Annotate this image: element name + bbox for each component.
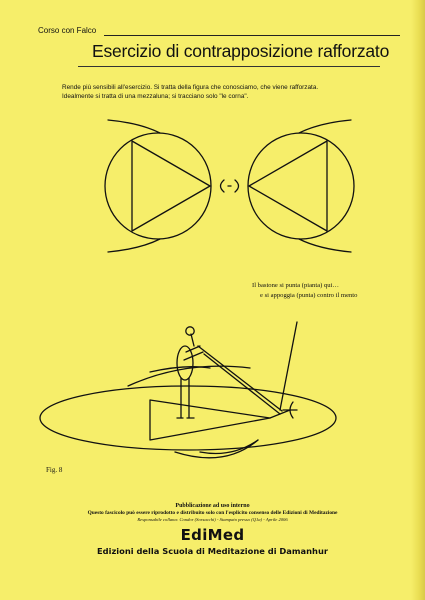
left-upper-horn (108, 120, 160, 133)
right-hook (235, 180, 239, 192)
page-title: Esercizio di contrapposizione rafforzato (92, 41, 390, 61)
person-arm-lower (184, 352, 203, 360)
ground-triangle (150, 400, 270, 440)
publication-notice (0, 503, 425, 522)
left-hook (221, 180, 225, 192)
staff (198, 346, 282, 411)
intro-line-2: Idealmente si tratta di una mezzaluna; si tracciano solo "le corna". (62, 92, 249, 100)
notice-line-3: Responsabile collana: Condor (Sorsacchi) - Stampato presso (Q1a) - Aprile 2006 (137, 517, 288, 522)
person-torso (177, 346, 193, 380)
publisher-logo: EdiMed (180, 526, 245, 544)
intro-line-1: Rende più sensibili all'esercizio. Si tratta della figura che conosciamo, che viene rafforzata. (62, 84, 319, 91)
left-circle (105, 133, 211, 239)
left-crescent-diagram (105, 120, 224, 252)
notice-line-1: Pubblicazione ad uso interno (175, 503, 250, 509)
person-neck (191, 334, 194, 346)
staff-annotation (252, 281, 357, 301)
right-crescent-diagram (235, 120, 354, 252)
notice-line-2: Questo fascicolo può essere riprodotto e distribuito solo con l'esplicito consenso delle Edizioni di Meditazione (87, 510, 338, 516)
left-triangle (132, 141, 210, 231)
right-circle (248, 133, 354, 239)
course-header: Corso con Falco (38, 26, 97, 35)
staff-shadow (204, 354, 280, 414)
annotation-line-2: e si appoggia (punta) contro il mento (260, 292, 358, 299)
right-lower-horn (299, 239, 351, 252)
right-upper-horn (299, 120, 351, 133)
person-with-staff-drawing (40, 322, 336, 458)
publisher-subtitle: Edizioni della Scuola di Meditazione di Damanhur (97, 546, 328, 556)
person-head (186, 327, 194, 335)
annotation-line-1: Il bastone si punta (pianta) qui… (252, 282, 339, 289)
right-triangle (249, 141, 327, 231)
figure-label: Fig. 8 (46, 466, 63, 474)
vertical-pole (280, 322, 297, 410)
left-lower-horn (108, 239, 160, 252)
